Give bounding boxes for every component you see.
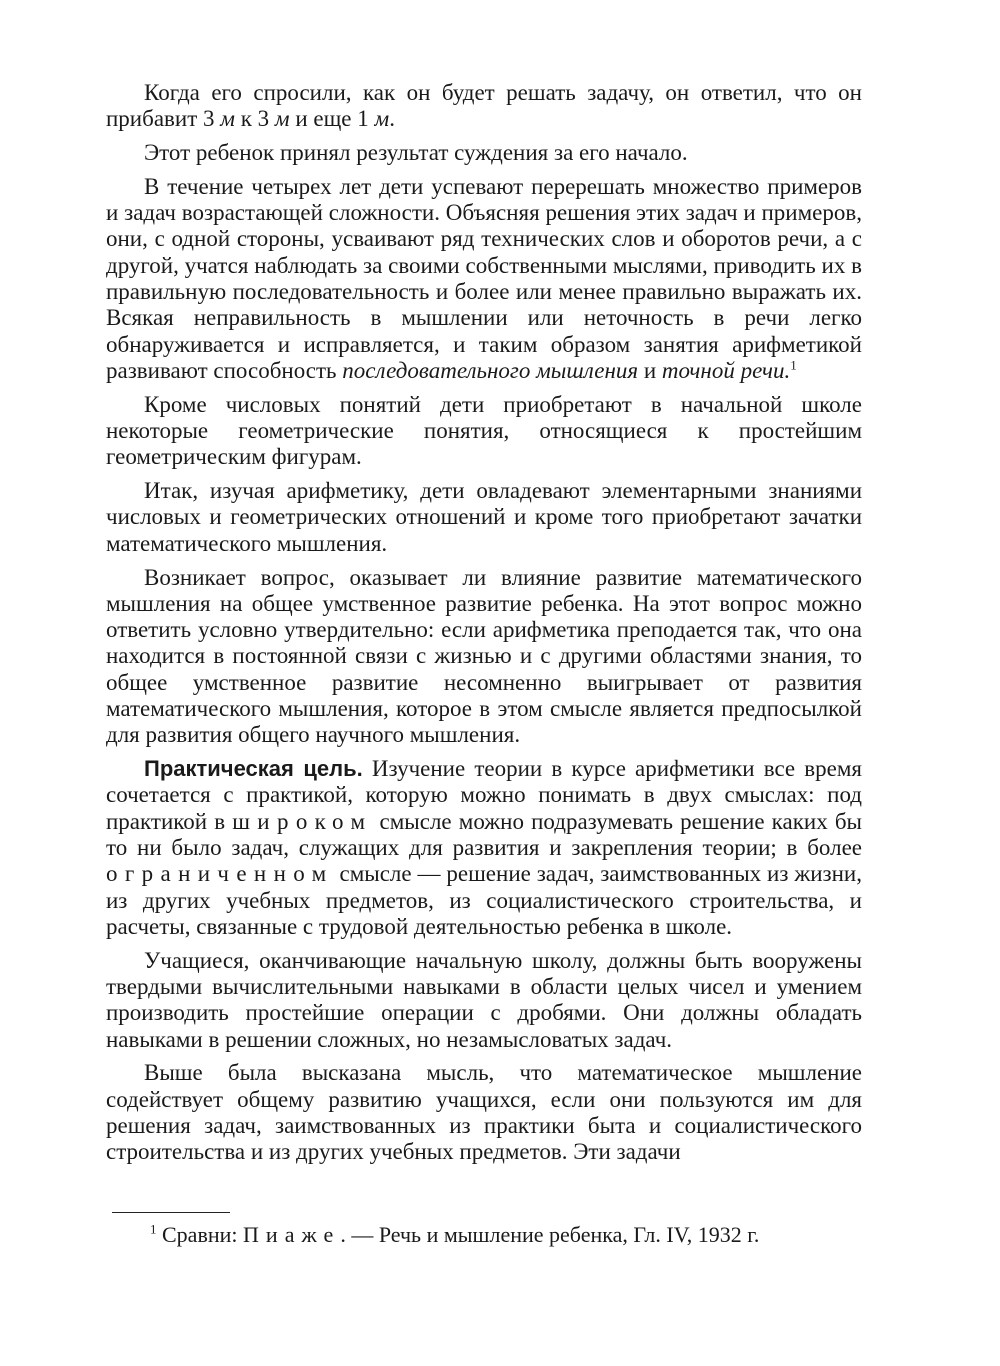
text-run: Изучение теории в курсе арифметики все время сочетается с практикой, которую можно понимать в двух смыслах: под практикой в	[106, 756, 862, 834]
paragraph-2: Этот ребенок принял результат суждения за его начало.	[144, 140, 688, 166]
text-run: смысле можно подразумевать решение каких бы то ни было задач, служащих для развития и закрепления теории; в более	[106, 808, 862, 861]
text-run: Выше была высказана мысль, что математическое мышление содействует общему развитию учащихся, если они пользуются им для решения задач, заимствованных из практики быта и социалистического строительства и из других учебных предметов. Эти задачи	[106, 1060, 862, 1165]
footnote-number: 1	[150, 1221, 157, 1237]
footnote-author: Пиаже	[243, 1222, 341, 1247]
paragraph-1	[106, 80, 862, 133]
paragraph-5: Итак, изучая арифметику, дети овладевают элементарными знаниями числовых и геометрических отношений и кроме того приобретают зачатки математического мышления.	[106, 478, 862, 556]
spaced-emphasis: широком	[232, 808, 373, 834]
text-run: В течение четырех лет дети успевают перерешать множество примеров и задач возрастающей сложности. Объясняя решения этих задач и примеров, они, с одной стороны, усваивают ряд технических слов и оборотов речи, а с другой, учатся наблюдать за своими собственными мыслями, приводить их в правильную последовательность и более или менее правильно выражать их. Всякая неправильность в мышлении или неточность в речи легко обнаруживается и исправляется, и таким образом занятия арифметикой развивают способность	[106, 173, 862, 383]
text-run: Когда его спросили, как он будет решать задачу, он ответил, что он прибавит 3	[106, 80, 862, 132]
text-run: .	[389, 106, 395, 132]
paragraph-7	[106, 756, 862, 940]
main-text	[106, 80, 862, 1166]
emphasis-text: точной речи.	[661, 357, 791, 383]
text-run: и	[638, 357, 662, 383]
paragraph-3	[106, 174, 862, 384]
unit-symbol: м	[220, 106, 235, 132]
footnote-marker: 1	[790, 357, 797, 373]
paragraph-9	[106, 1060, 862, 1165]
paragraph-4: Кроме числовых понятий дети приобретают в начальной школе некоторые геометрические понятия, относящиеся к простейшим геометрическим фигурам.	[106, 391, 862, 470]
unit-symbol: м	[374, 106, 390, 132]
spaced-emphasis: ограниченном	[106, 861, 334, 887]
footnote-divider	[112, 1212, 230, 1213]
unit-symbol: м	[274, 106, 290, 132]
text-run: Сравни:	[156, 1222, 243, 1247]
text-run: к 3	[234, 106, 275, 132]
text-run: и еще 1	[289, 106, 375, 132]
paragraph-6: Возникает вопрос, оказывает ли влияние развитие математического мышления на общее умственное развитие ребенка. На этот вопрос можно ответить условно утвердительно: если арифметика преподается так, что она находится в постоянной связи с жизнью и с другими областями знания, то общее умственное развитие несомненно выигрывает от развития математического мышления, которое в этом смысле является предпосылкой для развития общего научного мышления.	[106, 564, 862, 748]
paragraph-8: Учащиеся, оканчивающие начальную школу, должны быть вооружены твердыми вычислительными навыками в области целых чисел и умением производить простейшие операции с дробями. Они должны обладать навыками в решении сложных, но незамысловатых задач.	[106, 947, 862, 1052]
text-run: . — Речь и мышление ребенка, Гл. IV, 1932 г.	[340, 1222, 760, 1247]
emphasis-text: последовательного мышления	[342, 357, 639, 383]
section-heading: Практическая цель.	[144, 756, 363, 782]
footnote	[150, 1222, 870, 1248]
text-run: смысле — решение задач, заимствованных из жизни, из других учебных предметов, из социалистического строительства, и расчеты, связанные с трудовой деятельностью ребенка в школе.	[106, 861, 862, 939]
